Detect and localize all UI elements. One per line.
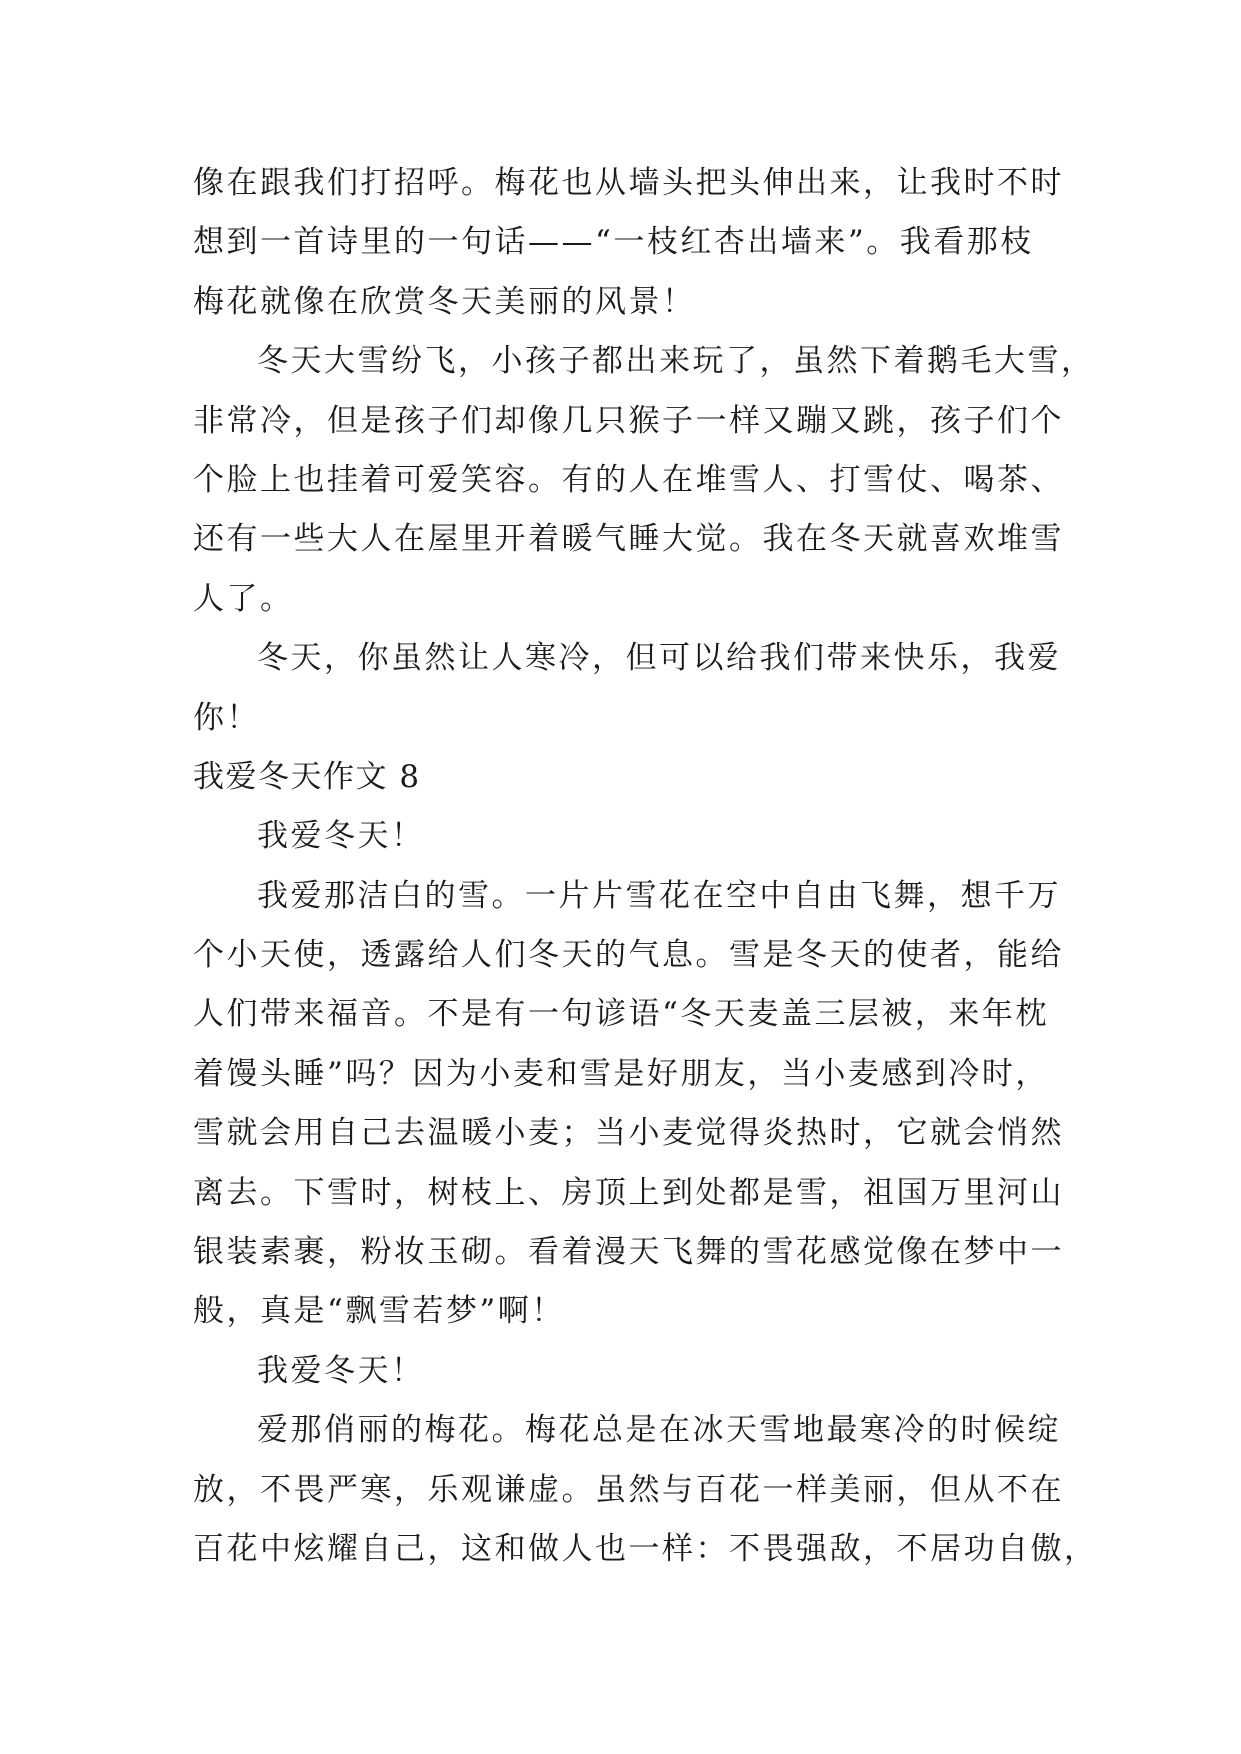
document-body <box>193 154 1098 1579</box>
text-line: 百花中炫耀自己，这和做人也一样：不畏强敌，不居功自傲， <box>193 1530 1098 1567</box>
text-line: 人们带来福音。不是有一句谚语“冬天麦盖三层被，来年枕 <box>193 996 1049 1033</box>
text-line: 梅花就像在欣赏冬天美丽的风景！ <box>193 283 696 320</box>
text-line: 非常冷，但是孩子们却像几只猴子一样又蹦又跳，孩子们个 <box>193 402 1064 439</box>
text-line: 放，不畏严寒，乐观谦虚。虽然与百花一样美丽，但从不在 <box>193 1471 1064 1508</box>
text-line: 雪就会用自己去温暖小麦；当小麦觉得炎热时，它就会悄然 <box>193 1115 1064 1152</box>
text-line: 想到一首诗里的一句话——“一枝红杏出墙来”。我看那枝 <box>193 224 1034 261</box>
text-line: 我爱那洁白的雪。一片片雪花在空中自由飞舞，想千万 <box>257 877 1061 914</box>
text-line: 我爱冬天！ <box>257 818 425 855</box>
text-line: 个脸上也挂着可爱笑容。有的人在堆雪人、打雪仗、喝茶、 <box>193 461 1064 498</box>
text-line: 爱那俏丽的梅花。梅花总是在冰天雪地最寒冷的时候绽 <box>257 1412 1061 1449</box>
text-line: 银装素裹，粉妆玉砌。看着漫天飞舞的雪花感觉像在梦中一 <box>193 1234 1064 1271</box>
text-line: 我爱冬天！ <box>257 1352 425 1389</box>
text-line: 般，真是“飘雪若梦”啊！ <box>193 1293 565 1330</box>
text-line: 你！ <box>193 699 260 736</box>
text-line: 着馒头睡”吗？因为小麦和雪是好朋友，当小麦感到冷时， <box>193 1055 1049 1092</box>
text-line: 个小天使，透露给人们冬天的气息。雪是冬天的使者，能给 <box>193 937 1064 974</box>
text-line: 像在跟我们打招呼。梅花也从墙头把头伸出来，让我时不时 <box>193 165 1064 201</box>
section-heading: 我爱冬天作文 8 <box>193 758 421 795</box>
text-line: 人了。 <box>193 580 294 617</box>
text-line: 还有一些大人在屋里开着暖气睡大觉。我在冬天就喜欢堆雪 <box>193 521 1064 558</box>
text-line: 离去。下雪时，树枝上、房顶上到处都是雪，祖国万里河山 <box>193 1174 1064 1211</box>
text-line: 冬天，你虽然让人寒冷，但可以给我们带来快乐，我爱 <box>257 640 1061 677</box>
text-line: 冬天大雪纷飞，小孩子都出来玩了，虽然下着鹅毛大雪， <box>257 343 1095 380</box>
